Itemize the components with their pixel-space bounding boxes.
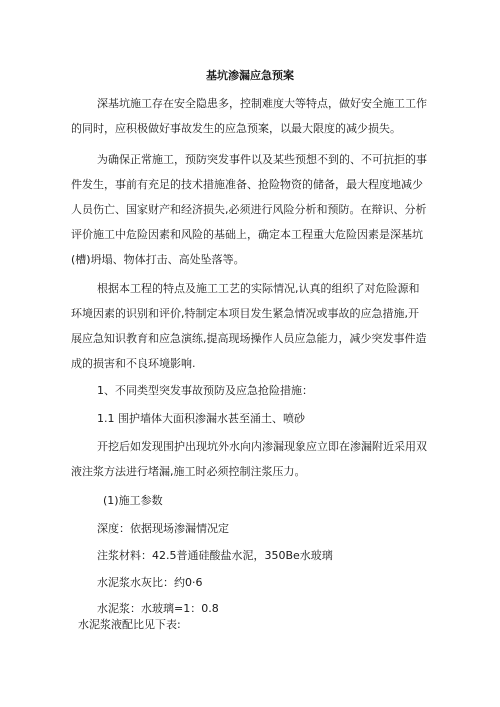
paragraph-line: 开挖后如发现围护出现坑外水向内渗漏现象应立即在渗漏附近采用双: [97, 440, 427, 453]
paragraph-line: 人员伤亡、国家财产和经济损失,必须进行风险分析和预防。在辩识、分析: [71, 203, 427, 216]
param-line: 深度：依据现场渗漏情况定: [97, 522, 229, 535]
paragraph-line: 液注浆方法进行堵漏,施工时必须控制注浆压力。: [71, 465, 306, 478]
subsection-heading: 1.1 围护墙体大面积渗漏水甚至涌土、喷砂: [97, 412, 305, 425]
paragraph-line: 件发生，事前有充足的技术措施准备、抢险物资的储备，最大程度地减少: [71, 178, 423, 191]
param-line: 注浆材料：42.5普通硅酸盐水泥，350Be水玻璃: [97, 549, 333, 562]
param-line: 水泥浆：水玻璃=1：0.8: [97, 602, 219, 615]
paragraph-line: 深基坑施工存在安全隐患多，控制难度大等特点，做好安全施工工作: [97, 97, 427, 110]
paragraph-line: 为确保正常施工，预防突发事件以及某些预想不到的、不可抗拒的事: [97, 153, 427, 166]
paragraph-line: 评价施工中危险因素和风险的基础上，确定本工程重大危险因素是深基坑: [71, 228, 423, 241]
paragraph-line: 的同时，应积极做好事故发生的应急预案，以最大限度的减少损失。: [71, 122, 401, 135]
section-heading: 1、不同类型突发事故预防及应急抢险措施：: [97, 384, 313, 397]
paragraph-line: 成的损害和不良环境影响.: [71, 357, 196, 370]
document-title: 基坑渗漏应急预案: [206, 69, 294, 82]
table-intro: 水泥浆液配比见下表:: [78, 618, 181, 631]
paragraph-line: 根据本工程的特点及施工工艺的实际情况,认真的组织了对危险源和: [97, 282, 420, 295]
param-line: 水泥浆水灰比：约0·6: [97, 576, 203, 589]
paragraph-line: (槽)坍塌、物体打击、高处坠落等。: [71, 253, 245, 266]
paragraph-line: 环境因素的识别和评价,特制定本项目发生紧急情况或事故的应急措施,开: [71, 307, 419, 320]
subheading: (1)施工参数: [103, 494, 163, 507]
paragraph-line: 展应急知识教育和应急演练,提高现场操作人员应急能力，减少突发事件造: [71, 332, 427, 345]
